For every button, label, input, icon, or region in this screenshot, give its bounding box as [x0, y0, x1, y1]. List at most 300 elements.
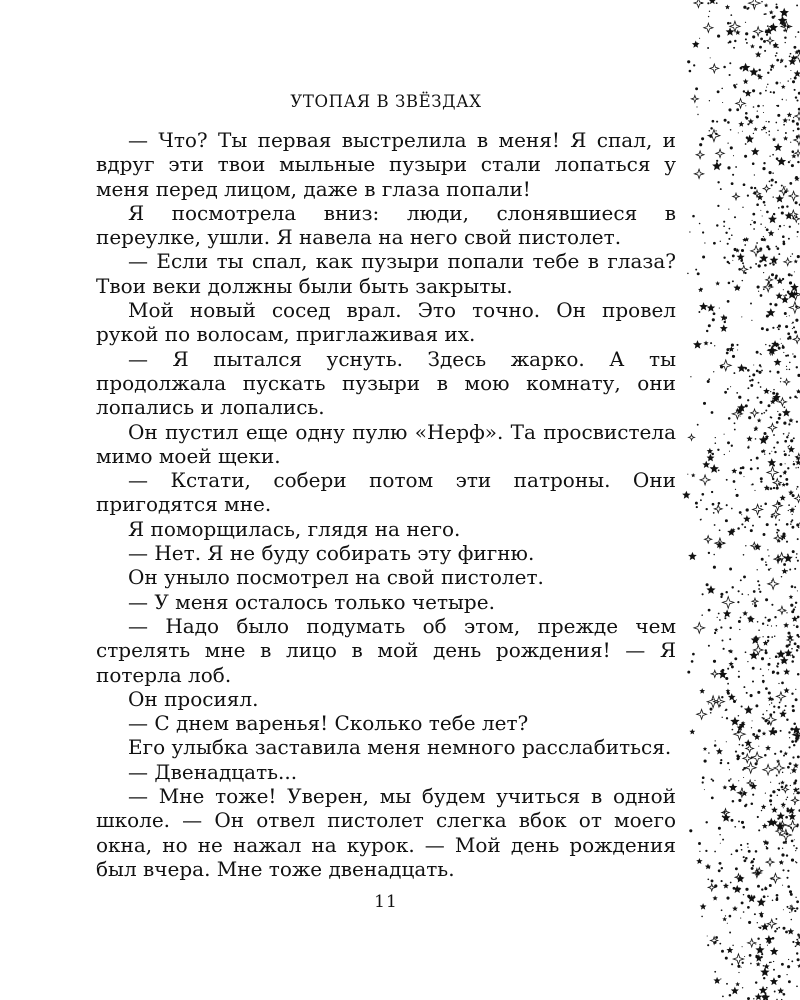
- star-dot: [695, 269, 697, 271]
- star-dot: [794, 568, 796, 570]
- star-icon: [750, 44, 755, 49]
- star-dot: [710, 708, 713, 711]
- star-dot: [757, 885, 760, 888]
- star-dot: [775, 930, 777, 932]
- star-icon: [699, 688, 705, 694]
- star-dot: [789, 420, 790, 421]
- star-dot: [757, 644, 758, 645]
- star-dot: [742, 131, 743, 132]
- star-dot: [763, 412, 765, 414]
- star-dot: [773, 91, 775, 93]
- star-dot: [773, 447, 775, 449]
- star-dot: [741, 705, 743, 707]
- star-dot: [786, 799, 787, 800]
- star-dot: [773, 434, 775, 436]
- star-dot: [777, 247, 780, 250]
- star-dot: [793, 744, 795, 746]
- star-dot: [716, 224, 718, 226]
- star-dot: [744, 859, 747, 862]
- star-dot: [720, 626, 722, 628]
- star-dot: [769, 453, 771, 455]
- star-dot: [790, 160, 791, 161]
- star-dot: [735, 489, 736, 490]
- star-dot: [750, 862, 752, 864]
- sparkle-icon: [711, 670, 718, 677]
- star-icon: [702, 461, 710, 468]
- star-dot: [711, 491, 713, 493]
- star-dot: [762, 623, 764, 625]
- sparkle-icon: [778, 606, 786, 614]
- star-dot: [735, 751, 737, 753]
- star-dot: [759, 247, 762, 250]
- star-dot: [718, 869, 721, 872]
- star-dot: [729, 915, 732, 918]
- star-dot: [763, 977, 765, 979]
- star-dot: [756, 242, 758, 244]
- star-dot: [752, 373, 755, 376]
- star-dot: [788, 731, 790, 733]
- star-dot: [687, 671, 690, 674]
- star-dot: [729, 994, 732, 997]
- paragraph: — Мне тоже! Уверен, мы будем учиться в одной школе. — Он отвел пистолет слегка вбок от моего окна, но не нажал на курок. — Мой день рождения был вчера. Мне тоже двенадцать.: [96, 784, 676, 881]
- star-dot: [752, 35, 755, 38]
- star-icon: [744, 739, 752, 746]
- star-dot: [757, 105, 760, 108]
- star-dot: [752, 680, 754, 682]
- star-dot: [796, 523, 799, 526]
- star-icon: [707, 304, 716, 312]
- star-dot: [763, 105, 764, 106]
- star-dot: [789, 890, 792, 893]
- star-dot: [768, 568, 770, 570]
- star-dot: [766, 987, 768, 989]
- star-dot: [779, 475, 781, 477]
- star-dot: [713, 512, 715, 514]
- star-dot: [754, 780, 755, 781]
- star-dot: [711, 879, 714, 882]
- star-dot: [735, 849, 738, 852]
- star-dot: [778, 529, 780, 531]
- star-icon: [789, 507, 795, 513]
- star-dot: [769, 284, 772, 287]
- star-icon: [755, 945, 764, 954]
- star-dot: [719, 619, 721, 621]
- star-dot: [731, 819, 734, 822]
- star-dot: [692, 653, 695, 656]
- star-dot: [788, 510, 789, 511]
- star-dot: [758, 629, 760, 631]
- paragraph: Он пустил еще одну пулю «Нерф». Та просвистела мимо моей щеки.: [96, 419, 676, 468]
- star-dot: [737, 527, 740, 530]
- star-dot: [731, 445, 733, 447]
- paragraph: Я поморщилась, глядя на него.: [128, 516, 461, 541]
- star-dot: [762, 717, 763, 718]
- star-dot: [726, 348, 729, 351]
- star-dot: [725, 957, 728, 960]
- sparkle-icon: [768, 578, 779, 589]
- star-dot: [717, 90, 720, 93]
- star-icon: [708, 0, 716, 4]
- star-dot: [778, 413, 781, 416]
- star-dot: [741, 316, 742, 317]
- star-dot: [730, 14, 732, 16]
- star-dot: [792, 705, 795, 708]
- star-dot: [733, 700, 736, 703]
- star-dot: [797, 958, 800, 961]
- star-dot: [713, 566, 716, 569]
- star-dot: [727, 22, 730, 25]
- star-icon: [755, 993, 763, 1000]
- star-dot: [710, 57, 711, 58]
- star-dot: [697, 424, 699, 426]
- star-dot: [760, 210, 761, 211]
- sparkle-icon: [736, 99, 746, 109]
- star-dot: [734, 216, 736, 218]
- star-dot: [767, 25, 769, 27]
- star-dot: [797, 236, 798, 237]
- sparkle-icon: [766, 276, 773, 283]
- star-icon: [796, 389, 800, 394]
- star-dot: [733, 480, 736, 483]
- star-dot: [772, 154, 774, 156]
- star-dot: [759, 591, 761, 593]
- star-dot: [769, 713, 772, 716]
- star-dot: [738, 715, 740, 717]
- star-dot: [769, 658, 770, 659]
- star-dot: [763, 201, 766, 204]
- star-dot: [768, 619, 770, 621]
- star-icon: [753, 127, 757, 131]
- star-dot: [779, 484, 781, 486]
- star-dot: [727, 121, 730, 124]
- star-dot: [758, 264, 761, 267]
- star-dot: [738, 671, 740, 673]
- star-dot: [768, 404, 771, 407]
- star-dot: [777, 795, 778, 796]
- star-dot: [742, 752, 745, 755]
- star-dot: [752, 733, 755, 736]
- star-dot: [778, 847, 780, 849]
- star-dot: [721, 867, 723, 869]
- star-dot: [756, 351, 759, 354]
- star-dot: [728, 108, 731, 111]
- star-dot: [747, 369, 750, 372]
- star-icon: [770, 63, 776, 68]
- star-icon: [757, 898, 766, 907]
- star-dot: [773, 961, 774, 962]
- star-dot: [791, 585, 794, 588]
- star-dot: [751, 379, 754, 382]
- star-dot: [742, 280, 743, 281]
- star-dot: [737, 601, 739, 603]
- star-dot: [746, 42, 748, 44]
- star-dot: [792, 514, 793, 515]
- star-dot: [709, 130, 710, 131]
- star-dot: [784, 440, 787, 443]
- star-dot: [779, 702, 781, 704]
- star-dot: [731, 344, 734, 347]
- star-dot: [765, 90, 767, 92]
- star-dot: [790, 905, 791, 906]
- star-dot: [725, 709, 727, 711]
- star-dot: [753, 4, 755, 6]
- star-dot: [781, 205, 784, 208]
- star-dot: [759, 927, 761, 929]
- star-dot: [769, 583, 770, 584]
- star-dot: [787, 906, 789, 908]
- star-dot: [738, 396, 741, 399]
- star-dot: [714, 851, 716, 853]
- star-dot: [790, 773, 791, 774]
- star-dot: [796, 4, 798, 6]
- star-icon: [791, 767, 797, 773]
- star-dot: [765, 561, 767, 563]
- star-dot: [758, 584, 760, 586]
- star-dot: [696, 42, 698, 44]
- star-dot: [749, 376, 751, 378]
- star-dot: [763, 288, 765, 290]
- star-icon: [762, 731, 766, 735]
- star-dot: [730, 386, 731, 387]
- star-dot: [752, 162, 755, 165]
- star-dot: [769, 181, 771, 183]
- star-icon: [731, 987, 739, 995]
- star-dot: [789, 397, 791, 399]
- star-icon: [747, 615, 755, 622]
- star-dot: [758, 291, 759, 292]
- star-dot: [689, 70, 692, 73]
- star-dot: [702, 231, 704, 233]
- star-dot: [771, 515, 774, 518]
- star-dot: [778, 927, 780, 929]
- star-dot: [695, 87, 698, 90]
- star-dot: [742, 262, 744, 264]
- star-dot: [718, 827, 721, 830]
- star-icon: [705, 864, 711, 870]
- star-dot: [755, 704, 758, 707]
- star-dot: [773, 705, 775, 707]
- star-dot: [775, 524, 777, 526]
- paragraph: — Что? Ты первая выстрелила в меня! Я спал, и вдруг эти твои мыльные пузыри стали лопаться у меня перед лицом, даже в глаза попали!: [96, 128, 676, 201]
- star-dot: [792, 253, 793, 254]
- star-dot: [754, 429, 756, 431]
- star-icon: [733, 284, 740, 291]
- star-dot: [781, 963, 784, 966]
- star-dot: [791, 274, 793, 276]
- sparkle-icon: [763, 185, 770, 192]
- star-dot: [786, 316, 787, 317]
- star-dot: [785, 42, 786, 43]
- star-dot: [777, 411, 778, 412]
- star-dot: [719, 542, 721, 544]
- star-dot: [769, 704, 770, 705]
- star-dot: [743, 554, 745, 556]
- star-icon: [781, 802, 786, 807]
- star-dot: [733, 84, 736, 87]
- star-dot: [791, 960, 793, 962]
- star-dot: [748, 416, 751, 419]
- star-dot: [765, 793, 766, 794]
- star-icon: [779, 8, 788, 17]
- star-dot: [743, 777, 744, 778]
- star-dot: [732, 355, 735, 358]
- star-pattern-strip: [680, 0, 800, 1000]
- star-dot: [740, 579, 742, 581]
- star-dot: [762, 680, 765, 683]
- star-dot: [789, 226, 791, 228]
- star-dot: [789, 762, 792, 765]
- star-dot: [775, 55, 777, 57]
- star-dot: [765, 617, 767, 619]
- star-dot: [706, 583, 709, 586]
- star-dot: [738, 620, 741, 623]
- star-dot: [785, 65, 787, 67]
- star-dot: [732, 729, 734, 731]
- star-dot: [769, 303, 772, 306]
- star-dot: [755, 981, 757, 983]
- star-icon: [790, 283, 799, 291]
- star-icon: [775, 194, 784, 202]
- star-dot: [788, 980, 791, 983]
- star-dot: [747, 387, 749, 389]
- star-dot: [734, 826, 736, 828]
- star-icon: [738, 121, 744, 127]
- star-dot: [783, 807, 784, 808]
- star-dot: [758, 829, 760, 831]
- star-dot: [767, 84, 768, 85]
- star-dot: [777, 130, 778, 131]
- star-dot: [769, 134, 770, 135]
- sparkle-icon: [720, 360, 731, 371]
- star-dot: [781, 539, 782, 540]
- star-icon: [783, 622, 789, 628]
- star-dot: [740, 918, 741, 919]
- star-dot: [760, 366, 761, 367]
- star-dot: [721, 669, 724, 672]
- star-dot: [689, 231, 690, 232]
- star-dot: [782, 772, 783, 773]
- star-dot: [767, 72, 769, 74]
- star-dot: [783, 240, 786, 243]
- star-dot: [767, 722, 769, 724]
- star-dot: [785, 355, 787, 357]
- star-dot: [732, 280, 734, 282]
- star-dot: [753, 364, 754, 365]
- star-dot: [793, 625, 794, 626]
- star-dot: [739, 511, 742, 514]
- star-dot: [776, 105, 777, 106]
- star-dot: [781, 343, 782, 344]
- star-dot: [708, 752, 710, 754]
- star-dot: [745, 143, 747, 145]
- star-dot: [775, 274, 778, 277]
- star-dot: [723, 542, 725, 544]
- star-dot: [780, 82, 781, 83]
- star-dot: [725, 519, 728, 522]
- star-dot: [715, 437, 716, 438]
- star-dot: [760, 37, 763, 40]
- star-icon: [768, 230, 775, 236]
- star-dot: [733, 47, 735, 49]
- star-dot: [731, 586, 733, 588]
- star-dot: [741, 523, 743, 525]
- star-dot: [776, 665, 778, 667]
- sparkle-icon: [708, 884, 715, 891]
- star-dot: [786, 809, 789, 812]
- star-dot: [760, 480, 762, 482]
- star-dot: [741, 821, 744, 824]
- star-dot: [715, 130, 716, 131]
- star-dot: [733, 155, 734, 156]
- star-dot: [726, 352, 729, 355]
- star-icon: [746, 436, 752, 442]
- star-dot: [763, 236, 764, 237]
- star-dot: [784, 406, 786, 408]
- star-icon: [782, 470, 787, 475]
- star-dot: [793, 355, 796, 358]
- star-dot: [730, 778, 732, 780]
- star-dot: [712, 780, 714, 782]
- star-dot: [797, 161, 799, 163]
- star-dot: [795, 861, 796, 862]
- star-dot: [792, 150, 795, 153]
- star-dot: [697, 272, 700, 275]
- star-dot: [788, 80, 789, 81]
- star-dot: [788, 432, 789, 433]
- star-dot: [754, 604, 757, 607]
- star-dot: [708, 324, 711, 327]
- star-dot: [716, 2, 718, 4]
- star-icon: [682, 491, 690, 499]
- star-dot: [794, 396, 797, 399]
- star-dot: [728, 238, 730, 240]
- star-dot: [748, 850, 751, 853]
- star-dot: [793, 463, 795, 465]
- star-dot: [734, 40, 736, 42]
- star-dot: [777, 817, 779, 819]
- star-dot: [760, 477, 763, 480]
- star-icon: [770, 256, 779, 264]
- star-icon: [783, 668, 790, 675]
- star-dot: [793, 845, 795, 847]
- star-dot: [767, 640, 769, 642]
- star-dot: [689, 829, 692, 832]
- sparkle-icon: [697, 709, 707, 719]
- star-icon: [722, 917, 727, 921]
- star-dot: [785, 30, 787, 32]
- star-dot: [742, 207, 743, 208]
- star-dot: [789, 746, 791, 748]
- star-icon: [698, 287, 703, 292]
- star-dot: [781, 576, 782, 577]
- star-icon: [783, 136, 788, 141]
- star-dot: [778, 975, 781, 978]
- star-dot: [747, 661, 748, 662]
- star-dot: [752, 865, 754, 867]
- star-dot: [692, 215, 695, 218]
- star-dot: [729, 627, 731, 629]
- star-icon: [756, 962, 761, 967]
- star-dot: [775, 181, 777, 183]
- star-dot: [714, 744, 717, 747]
- star-dot: [712, 453, 714, 455]
- paragraph: Он уныло посмотрел на свой пистолет.: [128, 565, 544, 590]
- star-dot: [759, 637, 760, 638]
- star-dot: [701, 493, 704, 496]
- star-dot: [787, 337, 790, 340]
- star-dot: [785, 186, 786, 187]
- star-dot: [783, 24, 786, 27]
